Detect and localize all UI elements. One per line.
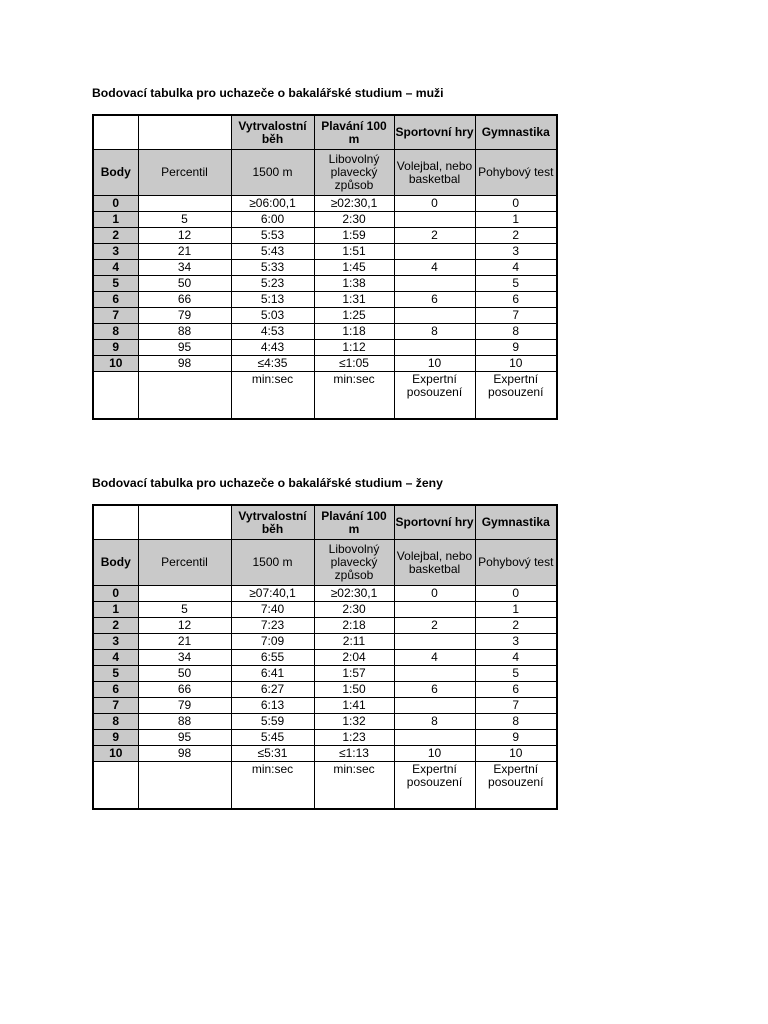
cell-sport-score bbox=[394, 276, 475, 292]
header-swimming: Plavání 100 m bbox=[314, 505, 394, 540]
cell-percentil: 95 bbox=[138, 730, 231, 746]
cell-1500m-time: 4:53 bbox=[231, 324, 314, 340]
footer-sport-note: Expertní posouzení bbox=[394, 372, 475, 420]
header-blank-cell bbox=[93, 115, 138, 150]
cell-1500m-time: 6:27 bbox=[231, 682, 314, 698]
table-row bbox=[93, 650, 557, 666]
cell-1500m-time: 6:41 bbox=[231, 666, 314, 682]
cell-swim-time: 1:51 bbox=[314, 244, 394, 260]
cell-sport-score: 4 bbox=[394, 650, 475, 666]
table-row bbox=[93, 586, 557, 602]
header-movement-test: Pohybový test bbox=[475, 540, 557, 586]
header-sport-games: Sportovní hry bbox=[394, 115, 475, 150]
table-title-men: Bodovací tabulka pro uchazeče o bakalářské studium – muži bbox=[92, 86, 444, 100]
header-endurance-run: Vytrvalostní běh bbox=[231, 505, 314, 540]
footer-swim-unit: min:sec bbox=[314, 372, 394, 420]
cell-body: 5 bbox=[93, 666, 138, 682]
cell-sport-score: 8 bbox=[394, 324, 475, 340]
cell-sport-score: 10 bbox=[394, 746, 475, 762]
cell-swim-time: 1:59 bbox=[314, 228, 394, 244]
cell-swim-time: 1:18 bbox=[314, 324, 394, 340]
cell-body: 10 bbox=[93, 746, 138, 762]
cell-percentil: 21 bbox=[138, 244, 231, 260]
header-swim-style: Libovolný plavecký způsob bbox=[314, 150, 394, 196]
cell-percentil: 34 bbox=[138, 650, 231, 666]
footer-row bbox=[93, 372, 557, 420]
cell-gym-score: 3 bbox=[475, 244, 557, 260]
cell-percentil bbox=[138, 586, 231, 602]
cell-percentil: 50 bbox=[138, 276, 231, 292]
cell-gym-score: 5 bbox=[475, 666, 557, 682]
table-row bbox=[93, 340, 557, 356]
cell-gym-score: 2 bbox=[475, 618, 557, 634]
cell-sport-score bbox=[394, 698, 475, 714]
cell-gym-score: 0 bbox=[475, 586, 557, 602]
cell-gym-score: 8 bbox=[475, 714, 557, 730]
cell-1500m-time: 6:13 bbox=[231, 698, 314, 714]
header-volleyball-basketball: Volejbal, nebo basketbal bbox=[394, 540, 475, 586]
footer-sport-note: Expertní posouzení bbox=[394, 762, 475, 810]
cell-swim-time: 1:50 bbox=[314, 682, 394, 698]
cell-body: 0 bbox=[93, 586, 138, 602]
cell-sport-score bbox=[394, 730, 475, 746]
cell-1500m-time: 6:55 bbox=[231, 650, 314, 666]
table-row bbox=[93, 698, 557, 714]
cell-body: 1 bbox=[93, 602, 138, 618]
cell-sport-score bbox=[394, 666, 475, 682]
cell-sport-score: 2 bbox=[394, 618, 475, 634]
cell-swim-time: 1:23 bbox=[314, 730, 394, 746]
cell-body: 2 bbox=[93, 228, 138, 244]
scoring-section-women bbox=[92, 474, 558, 810]
cell-sport-score: 6 bbox=[394, 292, 475, 308]
header-row-subheaders bbox=[93, 150, 557, 196]
cell-sport-score: 0 bbox=[394, 196, 475, 212]
cell-gym-score: 8 bbox=[475, 324, 557, 340]
cell-percentil: 12 bbox=[138, 228, 231, 244]
cell-swim-time: 1:41 bbox=[314, 698, 394, 714]
cell-swim-time: 2:30 bbox=[314, 602, 394, 618]
footer-blank-cell bbox=[93, 372, 138, 420]
cell-1500m-time: 5:45 bbox=[231, 730, 314, 746]
cell-sport-score: 0 bbox=[394, 586, 475, 602]
cell-gym-score: 4 bbox=[475, 260, 557, 276]
cell-sport-score bbox=[394, 244, 475, 260]
cell-body: 6 bbox=[93, 292, 138, 308]
header-row-disciplines bbox=[93, 505, 557, 540]
cell-1500m-time: 7:23 bbox=[231, 618, 314, 634]
footer-gym-note: Expertní posouzení bbox=[475, 762, 557, 810]
table-row bbox=[93, 260, 557, 276]
cell-swim-time: ≤1:05 bbox=[314, 356, 394, 372]
cell-1500m-time: 5:53 bbox=[231, 228, 314, 244]
table-row bbox=[93, 618, 557, 634]
table-row bbox=[93, 324, 557, 340]
header-swimming: Plavání 100 m bbox=[314, 115, 394, 150]
header-row-subheaders bbox=[93, 540, 557, 586]
scoring-table-men bbox=[92, 114, 558, 420]
table-row bbox=[93, 212, 557, 228]
header-movement-test: Pohybový test bbox=[475, 150, 557, 196]
cell-percentil bbox=[138, 196, 231, 212]
cell-swim-time: 1:38 bbox=[314, 276, 394, 292]
cell-swim-time: ≥02:30,1 bbox=[314, 586, 394, 602]
header-swim-style: Libovolný plavecký způsob bbox=[314, 540, 394, 586]
cell-sport-score bbox=[394, 340, 475, 356]
cell-sport-score bbox=[394, 634, 475, 650]
cell-swim-time: 1:45 bbox=[314, 260, 394, 276]
cell-swim-time: 1:12 bbox=[314, 340, 394, 356]
footer-blank-cell bbox=[93, 762, 138, 810]
cell-percentil: 12 bbox=[138, 618, 231, 634]
cell-1500m-time: 7:40 bbox=[231, 602, 314, 618]
cell-sport-score: 2 bbox=[394, 228, 475, 244]
header-percentil: Percentil bbox=[138, 540, 231, 586]
cell-percentil: 21 bbox=[138, 634, 231, 650]
cell-body: 0 bbox=[93, 196, 138, 212]
scoring-section-men bbox=[92, 84, 558, 420]
cell-swim-time: 1:25 bbox=[314, 308, 394, 324]
cell-percentil: 34 bbox=[138, 260, 231, 276]
cell-1500m-time: 5:43 bbox=[231, 244, 314, 260]
cell-swim-time: ≥02:30,1 bbox=[314, 196, 394, 212]
cell-percentil: 5 bbox=[138, 212, 231, 228]
cell-gym-score: 9 bbox=[475, 730, 557, 746]
footer-run-unit: min:sec bbox=[231, 372, 314, 420]
cell-gym-score: 3 bbox=[475, 634, 557, 650]
header-blank-cell bbox=[138, 505, 231, 540]
cell-gym-score: 4 bbox=[475, 650, 557, 666]
cell-body: 7 bbox=[93, 308, 138, 324]
cell-body: 4 bbox=[93, 650, 138, 666]
table-row bbox=[93, 244, 557, 260]
table-title-women: Bodovací tabulka pro uchazeče o bakalářské studium – ženy bbox=[92, 476, 443, 490]
cell-body: 5 bbox=[93, 276, 138, 292]
footer-row bbox=[93, 762, 557, 810]
cell-gym-score: 1 bbox=[475, 212, 557, 228]
cell-swim-time: 1:57 bbox=[314, 666, 394, 682]
cell-1500m-time: ≥07:40,1 bbox=[231, 586, 314, 602]
table-row bbox=[93, 682, 557, 698]
table-row bbox=[93, 228, 557, 244]
cell-body: 8 bbox=[93, 324, 138, 340]
cell-1500m-time: 4:43 bbox=[231, 340, 314, 356]
cell-gym-score: 0 bbox=[475, 196, 557, 212]
header-body: Body bbox=[93, 540, 138, 586]
table-row bbox=[93, 276, 557, 292]
table-row bbox=[93, 308, 557, 324]
cell-gym-score: 6 bbox=[475, 682, 557, 698]
header-sport-games: Sportovní hry bbox=[394, 505, 475, 540]
cell-1500m-time: ≥06:00,1 bbox=[231, 196, 314, 212]
header-1500m: 1500 m bbox=[231, 150, 314, 196]
cell-swim-time: 1:32 bbox=[314, 714, 394, 730]
table-row bbox=[93, 634, 557, 650]
cell-swim-time: 2:30 bbox=[314, 212, 394, 228]
header-gymnastics: Gymnastika bbox=[475, 115, 557, 150]
cell-swim-time: 2:11 bbox=[314, 634, 394, 650]
cell-body: 9 bbox=[93, 340, 138, 356]
cell-gym-score: 1 bbox=[475, 602, 557, 618]
cell-gym-score: 7 bbox=[475, 698, 557, 714]
cell-body: 8 bbox=[93, 714, 138, 730]
cell-sport-score: 8 bbox=[394, 714, 475, 730]
footer-gym-note: Expertní posouzení bbox=[475, 372, 557, 420]
header-body: Body bbox=[93, 150, 138, 196]
cell-body: 7 bbox=[93, 698, 138, 714]
cell-1500m-time: 5:23 bbox=[231, 276, 314, 292]
cell-1500m-time: 6:00 bbox=[231, 212, 314, 228]
cell-percentil: 79 bbox=[138, 698, 231, 714]
cell-1500m-time: 5:03 bbox=[231, 308, 314, 324]
table-row bbox=[93, 746, 557, 762]
table-row bbox=[93, 196, 557, 212]
cell-1500m-time: 5:33 bbox=[231, 260, 314, 276]
header-1500m: 1500 m bbox=[231, 540, 314, 586]
scoring-table-women bbox=[92, 504, 558, 810]
table-row bbox=[93, 666, 557, 682]
cell-body: 6 bbox=[93, 682, 138, 698]
header-blank-cell bbox=[93, 505, 138, 540]
cell-gym-score: 10 bbox=[475, 356, 557, 372]
cell-percentil: 5 bbox=[138, 602, 231, 618]
table-row bbox=[93, 292, 557, 308]
table-row bbox=[93, 356, 557, 372]
cell-gym-score: 6 bbox=[475, 292, 557, 308]
cell-1500m-time: 7:09 bbox=[231, 634, 314, 650]
header-percentil: Percentil bbox=[138, 150, 231, 196]
footer-swim-unit: min:sec bbox=[314, 762, 394, 810]
cell-body: 1 bbox=[93, 212, 138, 228]
cell-percentil: 88 bbox=[138, 324, 231, 340]
cell-1500m-time: 5:13 bbox=[231, 292, 314, 308]
cell-gym-score: 2 bbox=[475, 228, 557, 244]
cell-body: 9 bbox=[93, 730, 138, 746]
cell-swim-time: 2:04 bbox=[314, 650, 394, 666]
cell-body: 2 bbox=[93, 618, 138, 634]
cell-sport-score bbox=[394, 308, 475, 324]
cell-gym-score: 5 bbox=[475, 276, 557, 292]
footer-run-unit: min:sec bbox=[231, 762, 314, 810]
cell-body: 10 bbox=[93, 356, 138, 372]
cell-gym-score: 9 bbox=[475, 340, 557, 356]
cell-percentil: 95 bbox=[138, 340, 231, 356]
header-volleyball-basketball: Volejbal, nebo basketbal bbox=[394, 150, 475, 196]
cell-percentil: 66 bbox=[138, 292, 231, 308]
cell-sport-score: 6 bbox=[394, 682, 475, 698]
footer-blank-cell bbox=[138, 762, 231, 810]
cell-sport-score bbox=[394, 212, 475, 228]
cell-percentil: 98 bbox=[138, 356, 231, 372]
header-gymnastics: Gymnastika bbox=[475, 505, 557, 540]
cell-swim-time: 2:18 bbox=[314, 618, 394, 634]
cell-percentil: 98 bbox=[138, 746, 231, 762]
cell-percentil: 88 bbox=[138, 714, 231, 730]
header-blank-cell bbox=[138, 115, 231, 150]
cell-body: 3 bbox=[93, 244, 138, 260]
cell-gym-score: 7 bbox=[475, 308, 557, 324]
cell-sport-score: 4 bbox=[394, 260, 475, 276]
table-row bbox=[93, 730, 557, 746]
table-row bbox=[93, 714, 557, 730]
cell-sport-score: 10 bbox=[394, 356, 475, 372]
cell-1500m-time: ≤5:31 bbox=[231, 746, 314, 762]
cell-percentil: 79 bbox=[138, 308, 231, 324]
cell-swim-time: 1:31 bbox=[314, 292, 394, 308]
header-endurance-run: Vytrvalostní běh bbox=[231, 115, 314, 150]
header-row-disciplines bbox=[93, 115, 557, 150]
footer-blank-cell bbox=[138, 372, 231, 420]
cell-1500m-time: ≤4:35 bbox=[231, 356, 314, 372]
cell-body: 4 bbox=[93, 260, 138, 276]
cell-percentil: 66 bbox=[138, 682, 231, 698]
cell-body: 3 bbox=[93, 634, 138, 650]
cell-swim-time: ≤1:13 bbox=[314, 746, 394, 762]
cell-sport-score bbox=[394, 602, 475, 618]
cell-1500m-time: 5:59 bbox=[231, 714, 314, 730]
cell-percentil: 50 bbox=[138, 666, 231, 682]
cell-gym-score: 10 bbox=[475, 746, 557, 762]
table-row bbox=[93, 602, 557, 618]
